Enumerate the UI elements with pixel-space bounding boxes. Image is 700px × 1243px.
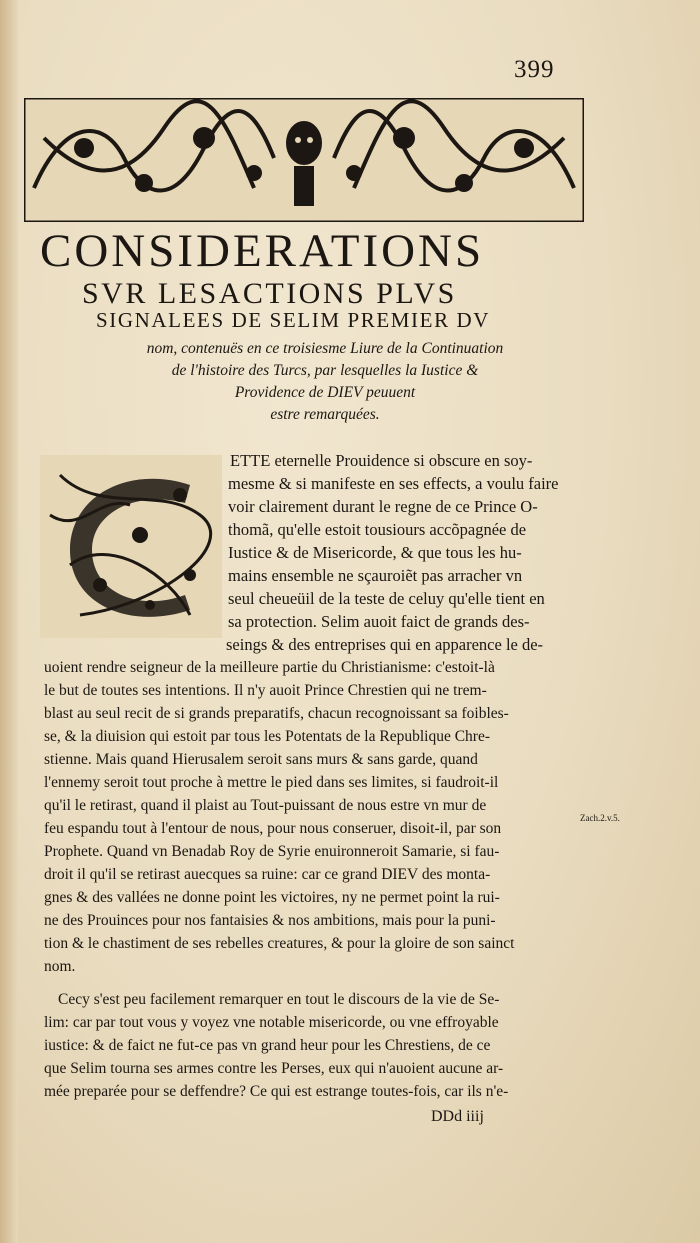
body-line: Prophete. Quand vn Benadab Roy de Syrie enuironneroit Samarie, si fau- <box>44 843 500 860</box>
subtitle-line: Providence de DIEV peuuent <box>234 384 416 401</box>
body-line: thomã, qu'elle estoit tousiours accõpagnée de <box>228 520 527 539</box>
body-line: ETTE eternelle Prouidence si obscure en soy- <box>230 451 533 470</box>
body-line: qu'il le retirast, quand il plaist au Tout-puissant de nous estre vn mur de <box>44 797 487 814</box>
body-line: mains ensemble ne sçauroiẽt pas arracher vn <box>228 566 523 585</box>
body-line: feu espandu tout à l'entour de nous, pour nous conseruer, disoit-il, par son <box>44 820 502 837</box>
title-line-3: SIGNALEES DE SELIM PREMIER DV <box>96 308 491 332</box>
body-line: seings & des entreprises qui en apparence le de- <box>226 635 544 654</box>
body-line: blast au seul recit de si grands preparatifs, chacun recognoissant sa foibles- <box>44 705 509 722</box>
body-line: gnes & des vallées ne donne point les victoires, ny ne permet point la rui- <box>44 889 500 906</box>
body-line: droit il qu'il se retirast auecques sa ruine: car ce grand DIEV des monta- <box>44 866 491 883</box>
body-line: voir clairement durant le regne de ce Prince O- <box>228 497 538 516</box>
body-line: Cecy s'est peu facilement remarquer en tout le discours de la vie de Se- <box>58 991 500 1008</box>
body-line: ne des Prouinces pour nos fantaisies & nos ambitions, mais pour la puni- <box>44 912 496 929</box>
subtitle-line: de l'histoire des Turcs, par lesquelles la Iustice & <box>171 362 479 379</box>
body-line: lim: car par tout vous y voyez vne notable misericorde, ou vne effroyable <box>44 1014 499 1031</box>
body-line: mesme & si manifeste en ses effects, a voulu faire <box>228 474 559 493</box>
body-line: Iustice & de Misericorde, & que tous les hu- <box>228 543 522 562</box>
body-line: tion & le chastiment de ses rebelles creatures, & pour la gloire de son sainct <box>44 935 515 952</box>
body-line: sa protection. Selim auoit faict de grands des- <box>228 612 530 631</box>
margin-note: Zach.2.v.5. <box>580 813 620 823</box>
body-line: se, & la diuision qui estoit par tous les Potentats de la Republique Chre- <box>44 728 490 745</box>
body-line: stienne. Mais quand Hierusalem seroit sans murs & sans garde, quand <box>44 751 478 768</box>
body-line: nom. <box>44 958 76 975</box>
body-line: uoient rendre seigneur de la meilleure partie du Christianisme: c'estoit-là <box>44 659 495 676</box>
body-line: mée preparée pour se deffendre? Ce qui est estrange toutes-fois, car ils n'e- <box>44 1083 509 1100</box>
page-number: 399 <box>514 56 555 83</box>
body-line: que Selim tourna ses armes contre les Perses, eux qui n'auoient aucune ar- <box>44 1060 504 1077</box>
body-line: l'ennemy seroit tout proche à mettre le pied dans ses limites, si faudroit-il <box>44 774 499 791</box>
title-line-2: SVR LESACTIONS PLVS <box>82 277 457 310</box>
subtitle-line: nom, contenuës en ce troisiesme Liure de la Continuation <box>146 340 504 357</box>
signature-mark: DDd iiij <box>431 1108 484 1125</box>
title-line-1: CONSIDERATIONS <box>40 225 485 277</box>
body-line: iustice: & de faict ne fut-ce pas vn grand heur pour les Chrestiens, de ce <box>44 1037 491 1054</box>
subtitle-line: estre remarquées. <box>270 406 380 423</box>
body-line: seul cheueüil de la teste de celuy qu'elle tient en <box>228 589 545 608</box>
body-line: le but de toutes ses intentions. Il n'y auoit Prince Chrestien qui ne trem- <box>44 682 487 699</box>
